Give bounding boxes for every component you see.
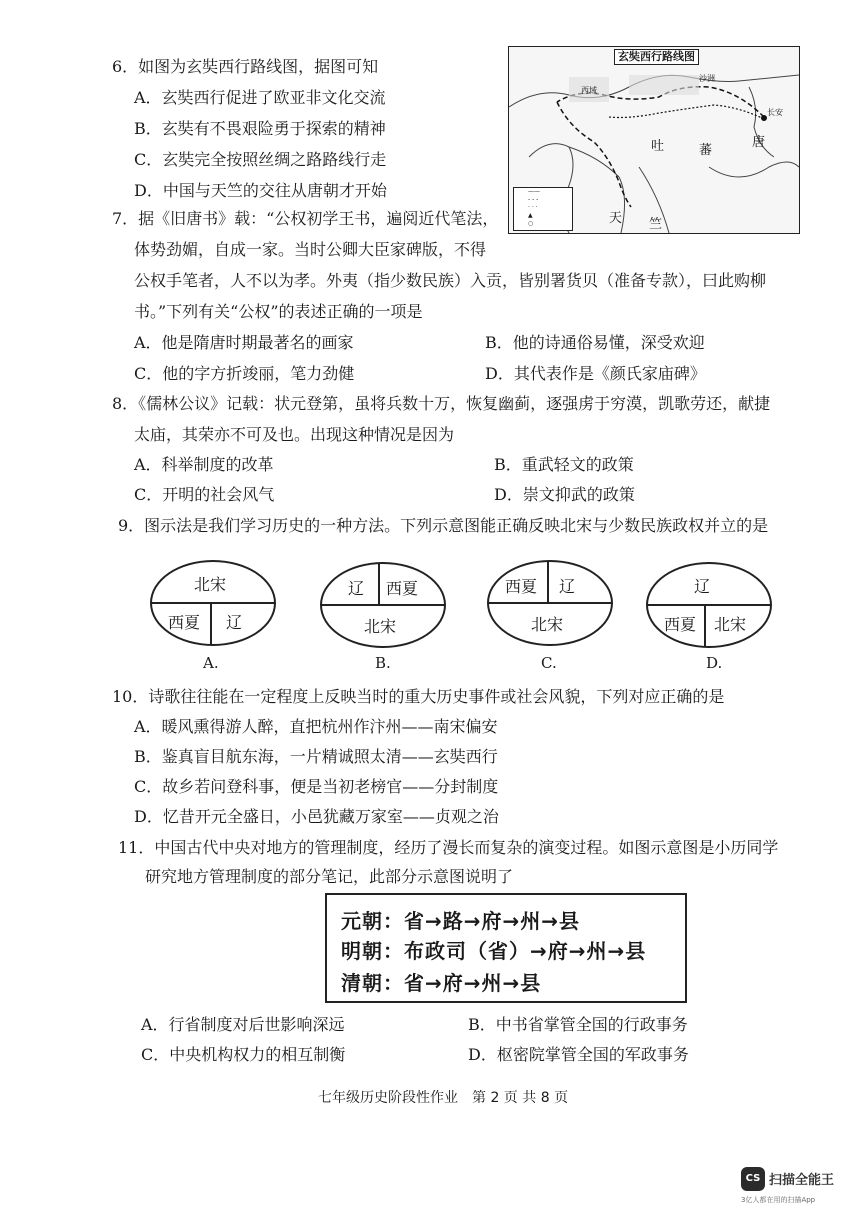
q6-option-a: A．玄奘西行促进了欧亚非文化交流 <box>134 88 386 107</box>
q11-schema-box <box>325 893 687 1003</box>
q7-option-d: D．其代表作是《颜氏家庙碑》 <box>485 364 706 383</box>
map-label-tian: 天 <box>609 211 623 226</box>
q7-line-1: 7．据《旧唐书》载：“公权初学王书，遍阅近代笔法， <box>112 209 499 228</box>
q11-row-ming: 明朝：布政司（省）→府→州→县 <box>341 939 647 963</box>
q9-a-letter: A. <box>203 654 219 672</box>
q8-option-d: D．崇文抑武的政策 <box>494 485 635 504</box>
q9-b-top-left: 辽 <box>348 579 365 598</box>
q6-option-b: B．玄奘有不畏艰险勇于探索的精神 <box>134 119 386 138</box>
q9-b-top-right: 西夏 <box>386 579 419 598</box>
q8-option-b: B．重武轻文的政策 <box>494 455 634 474</box>
map-label-changan: 长安 <box>767 108 783 117</box>
q9-c-top-left: 西夏 <box>505 577 538 596</box>
watermark-subtitle: 3亿人都在用的扫描App <box>741 1196 816 1204</box>
q8-option-a: A．科举制度的改革 <box>134 455 274 474</box>
map-label-bo: 蕃 <box>699 143 713 158</box>
q10-option-c: C．故乡若问登科事，便是当初老榜官——分封制度 <box>134 777 499 796</box>
xuanzang-route-map <box>508 46 800 234</box>
q10-option-b: B．鉴真盲目航东海，一片精诚照太清——玄奘西行 <box>134 747 498 766</box>
q9-d-bottom-left: 西夏 <box>664 615 697 634</box>
map-label-tang: 唐 <box>752 135 766 150</box>
q11-line-1: 11．中国古代中央对地方的管理制度，经历了漫长而复杂的演变过程。如图示意图是小历同学 <box>118 838 779 857</box>
q9-d-bottom-right: 北宋 <box>714 615 747 634</box>
q11-option-a: A．行省制度对后世影响深远 <box>141 1015 345 1034</box>
q7-line-3: 公权手笔者，人不以为孝。外夷（指少数民族）入贡，皆别署货贝（准备专款），曰此购柳 <box>134 271 767 290</box>
q11-row-qing: 清朝：省→府→州→县 <box>341 971 542 995</box>
q6-option-c: C．玄奘完全按照丝绸之路路线行走 <box>134 150 387 169</box>
camscanner-logo-icon: CS <box>741 1167 765 1191</box>
q8-line-1: 8．《儒林公议》记载：状元登第，虽将兵数十万，恢复幽蓟，逐强虏于穷漠，凯歌劳还，献捷 <box>112 394 771 413</box>
q6-option-d: D．中国与天竺的交往从唐朝才开始 <box>134 181 387 200</box>
q9-diagram-a <box>150 560 276 646</box>
q8-line-2: 太庙，其荣亦不可及也。出现这种情况是因为 <box>134 425 455 444</box>
map-legend: —— - - - · · · ▲ ○ <box>513 187 573 231</box>
map-label-xiyu: 西域 <box>581 86 597 95</box>
q9-diagram-c <box>487 560 613 646</box>
q9-c-bottom: 北宋 <box>531 615 564 634</box>
q9-a-bottom-left: 西夏 <box>168 613 201 632</box>
q10-option-a: A．暖风熏得游人醉，直把杭州作汴州——南宋偏安 <box>134 717 498 736</box>
q9-d-top: 辽 <box>694 577 711 596</box>
map-label-shazhou: 沙洲 <box>699 74 715 83</box>
page-footer: 七年级历史阶段性作业 第 2 页 共 8 页 <box>318 1090 569 1106</box>
q11-option-b: B．中书省掌管全国的行政事务 <box>468 1015 688 1034</box>
q9-a-top: 北宋 <box>194 575 227 594</box>
q7-line-4: 书。”下列有关“公权”的表述正确的一项是 <box>134 302 423 321</box>
q7-line-2: 体势劲媚，自成一家。当时公卿大臣家碑版，不得 <box>134 240 487 259</box>
camscanner-watermark <box>741 1163 859 1213</box>
q6-stem: 6．如图为玄奘西行路线图，据图可知 <box>112 57 379 76</box>
q9-stem: 9．图示法是我们学习历史的一种方法。下列示意图能正确反映北宋与少数民族政权并立的是 <box>118 516 769 535</box>
q8-option-c: C．开明的社会风气 <box>134 485 275 504</box>
q7-option-a: A．他是隋唐时期最著名的画家 <box>134 333 354 352</box>
watermark-name: 扫描全能王 <box>769 1173 835 1188</box>
q7-option-b: B．他的诗通俗易懂，深受欢迎 <box>485 333 705 352</box>
q11-option-d: D．枢密院掌管全国的军政事务 <box>468 1045 689 1064</box>
q9-c-top-right: 辽 <box>559 577 576 596</box>
q9-b-letter: B. <box>375 654 391 672</box>
q11-option-c: C．中央机构权力的相互制衡 <box>141 1045 346 1064</box>
q10-option-d: D．忆昔开元全盛日，小邑犹藏万家室——贞观之治 <box>134 807 499 826</box>
q11-line-2: 研究地方管理制度的部分笔记，此部分示意图说明了 <box>145 867 514 886</box>
q9-diagram-b <box>320 562 446 648</box>
map-title: 玄奘西行路线图 <box>614 49 699 65</box>
q11-row-yuan: 元朝：省→路→府→州→县 <box>341 909 581 933</box>
q9-diagram-d <box>646 562 772 648</box>
q9-c-letter: C. <box>541 654 557 672</box>
map-label-tu: 吐 <box>651 139 665 154</box>
q9-a-bottom-right: 辽 <box>226 613 243 632</box>
q9-b-bottom: 北宋 <box>364 617 397 636</box>
q7-option-c: C．他的字方折竣丽，笔力劲健 <box>134 364 355 383</box>
q9-d-letter: D. <box>706 654 723 672</box>
map-label-zhu: 竺 <box>649 217 663 232</box>
q10-stem: 10．诗歌往往能在一定程度上反映当时的重大历史事件或社会风貌，下列对应正确的是 <box>112 687 725 706</box>
